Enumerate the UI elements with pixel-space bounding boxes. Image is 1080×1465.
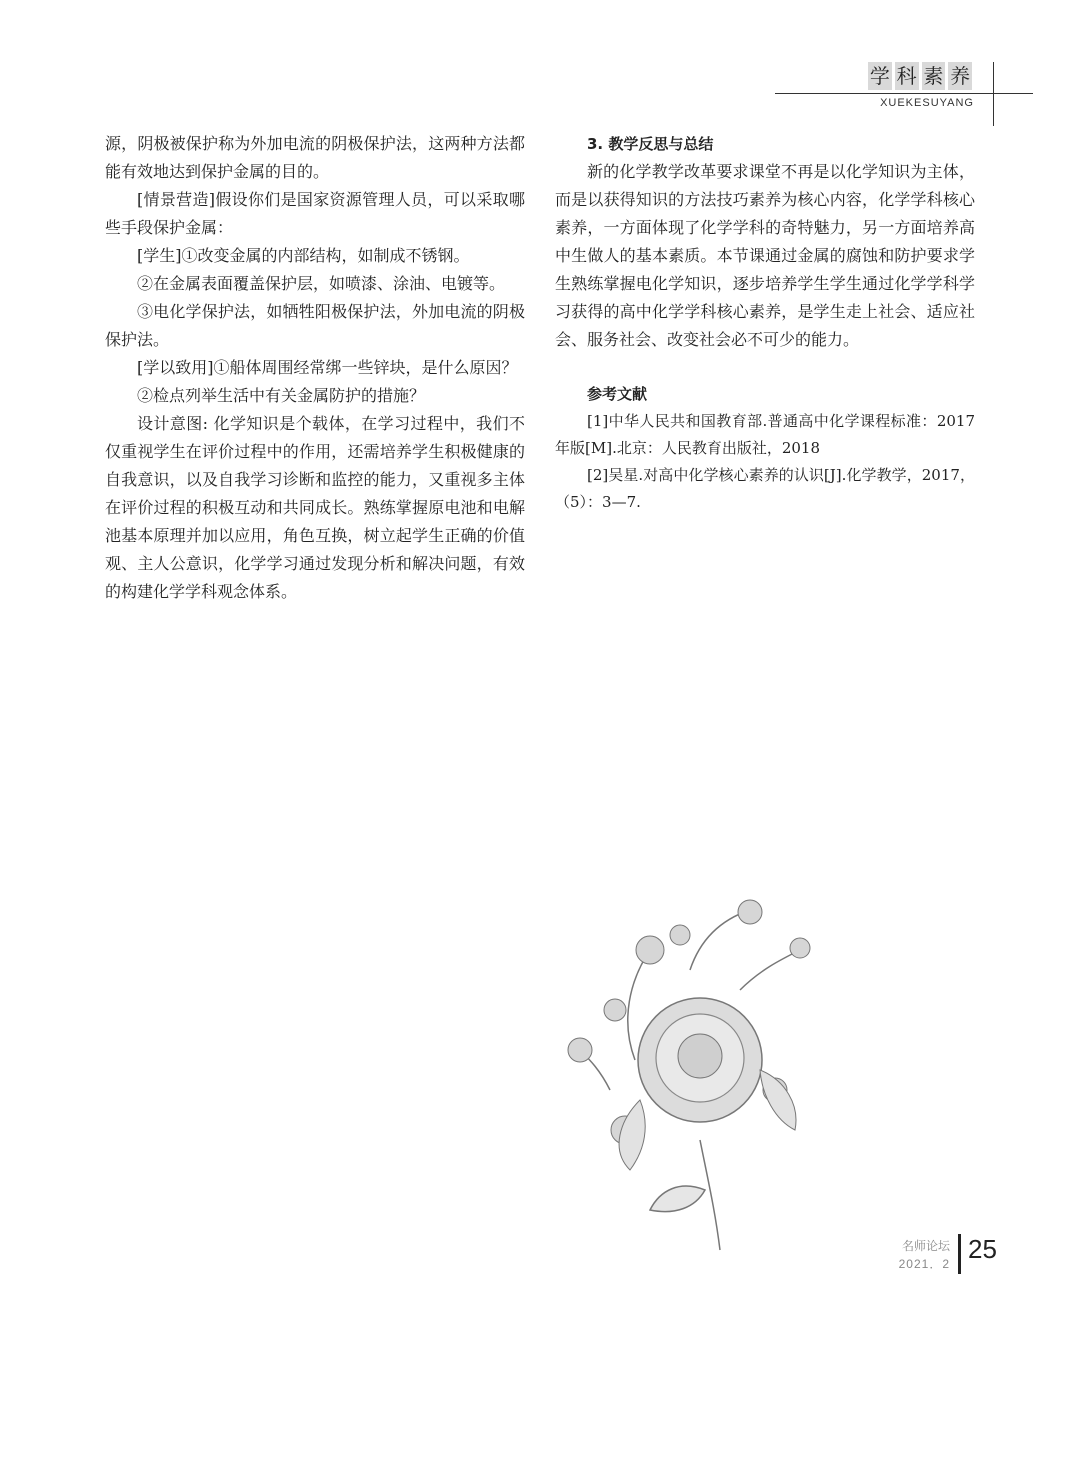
issue-date: 2021．2 xyxy=(898,1257,950,1271)
paragraph: [学生]①改变金属的内部结构，如制成不锈钢。 xyxy=(137,246,470,265)
page-number: 25 xyxy=(968,1234,997,1264)
header-vertical-divider xyxy=(993,62,994,126)
section-title xyxy=(868,62,972,90)
section-title-char: 素 xyxy=(923,64,944,88)
left-column xyxy=(105,130,525,606)
right-column xyxy=(555,130,975,516)
footer-divider xyxy=(958,1234,961,1274)
paragraph: 源，阴极被保护称为外加电流的阴极保护法，这两种方法都能有效地达到保护金属的目的。 xyxy=(105,134,525,181)
flower-illustration xyxy=(540,890,820,1270)
section-subtitle: XUEKESUYANG xyxy=(880,97,974,109)
paragraph: 设计意图: 化学知识是个载体，在学习过程中，我们不仅重视学生在评价过程中的作用，还需培养学生积极健康的自我意识，以及自我学习诊断和监控的能力，又重视多主体在评价过程的积极互动和共同成长。熟练掌握原电池和电解池基本原理并加以应用，角色互换，树立起学生正确的价值观、主人公意识，化学学习通过发现分析和解决问题，有效的构建化学学科观念体系。 xyxy=(105,414,525,601)
reference-item: [2]吴星.对高中化学核心素养的认识[J].化学教学，2017，（5）：3—7. xyxy=(555,466,975,511)
paragraph: [情景营造]假设你们是国家资源管理人员，可以采取哪些手段保护金属： xyxy=(105,190,525,237)
section-heading: 3. 教学反思与总结 xyxy=(587,135,714,153)
references-list xyxy=(555,408,975,516)
references-heading: 参考文献 xyxy=(587,385,648,403)
journal-name: 名师论坛 xyxy=(901,1239,950,1253)
paragraph: ②在金属表面覆盖保护层，如喷漆、涂油、电镀等。 xyxy=(137,274,506,293)
section-title-char: 养 xyxy=(950,64,971,88)
header-divider xyxy=(775,93,1033,94)
section-title-char: 学 xyxy=(869,64,890,88)
paragraph: [学以致用]①船体周围经常绑一些锌块，是什么原因？ xyxy=(137,358,518,377)
paragraph: 新的化学教学改革要求课堂不再是以化学知识为主体，而是以获得知识的方法技巧素养为核心内容，化学学科核心素养，一方面体现了化学学科的奇特魅力，另一方面培养高中生做人的基本素质。本节课通过金属的腐蚀和防护要求学生熟练掌握电化学知识，逐步培养学生学生通过化学学科学习获得的高中化学学科核心素养，是学生走上社会、适应社会、服务社会、改变社会必不可少的能力。 xyxy=(555,162,975,349)
paragraph: ②检点列举生活中有关金属防护的措施？ xyxy=(137,386,426,405)
reference-item: [1]中华人民共和国教育部.普通高中化学课程标准：2017年版[M].北京：人民教育出版社，2018 xyxy=(555,412,975,457)
paragraph: ③电化学保护法，如牺牲阳极保护法，外加电流的阴极保护法。 xyxy=(105,302,525,349)
section-title-char: 科 xyxy=(896,64,917,88)
